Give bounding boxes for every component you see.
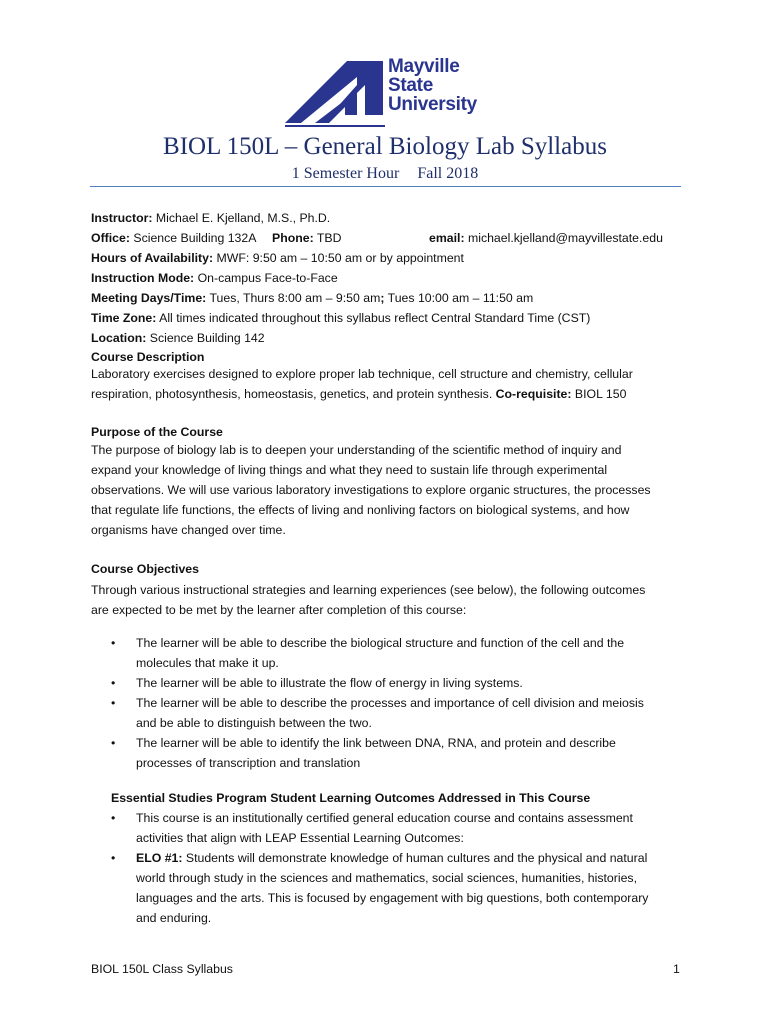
- meeting-value-2: Tues 10:00 am – 11:50 am: [384, 291, 534, 305]
- university-logo: [285, 55, 495, 130]
- essential-text: activities that align with LEAP Essential Learning Outcomes:: [136, 831, 464, 845]
- purpose-heading: Purpose of the Course: [91, 425, 223, 439]
- elo-text: Students will demonstrate knowledge of human cultures and the physical and natural: [182, 851, 648, 865]
- time-zone-value: All times indicated throughout this syllabus reflect Central Standard Time (CST): [156, 311, 591, 325]
- objectives-intro-line: are expected to be met by the learner after completion of this course:: [91, 603, 467, 617]
- objectives-intro: [91, 580, 691, 620]
- essential-text: world through study in the sciences and mathematics, social sciences, humanities, histories,: [136, 871, 637, 885]
- objectives-intro-line: Through various instructional strategies and learning experiences (see below), the following outcomes: [91, 583, 646, 597]
- semester-hours: 1 Semester Hour: [291, 165, 400, 182]
- objective-text: The learner will be able to identify the link between DNA, RNA, and protein and describe: [136, 736, 616, 750]
- instruction-mode-line: [91, 268, 338, 288]
- list-item: [111, 733, 644, 773]
- office-line: [91, 228, 256, 248]
- essential-text: languages and the arts. This is focused by engagement with big questions, both contemporary: [136, 891, 649, 905]
- phone-label: Phone:: [272, 231, 314, 245]
- availability-label: Hours of Availability:: [91, 251, 214, 265]
- corequisite-label: Co-requisite:: [495, 387, 572, 401]
- bullet-icon: •: [111, 811, 116, 825]
- objective-text: The learner will be able to illustrate the flow of energy in living systems.: [136, 676, 523, 690]
- course-description-heading: Course Description: [91, 350, 205, 364]
- corequisite-value: BIOL 150: [571, 387, 627, 401]
- list-item: [111, 633, 644, 673]
- location-value: Science Building 142: [146, 331, 265, 345]
- mayville-m-icon: [285, 55, 395, 127]
- instructor-label: Instructor:: [91, 211, 153, 225]
- essential-studies-list: [111, 808, 648, 928]
- list-item: [111, 693, 644, 733]
- phone-line: [272, 228, 341, 248]
- purpose-line: expand your knowledge of living things and what they need to sustain life through experimental: [91, 463, 608, 477]
- logo-wordmark: [388, 57, 477, 114]
- meeting-label: Meeting Days/Time:: [91, 291, 207, 305]
- meeting-value-1: Tues, Thurs 8:00 am – 9:50 am: [206, 291, 381, 305]
- time-zone-line: [91, 308, 590, 328]
- purpose-text: [91, 440, 691, 540]
- instructor-line: [91, 208, 330, 228]
- location-line: [91, 328, 265, 348]
- page-number: 1: [673, 962, 680, 976]
- subtitle: [0, 165, 770, 183]
- course-description-line-2: respiration, photosynthesis, homeostasis, genetics, and protein synthesis.: [91, 387, 496, 401]
- essential-text: [136, 848, 648, 868]
- list-item: [111, 848, 648, 928]
- course-description-line: [91, 384, 691, 404]
- objectives-heading: Course Objectives: [91, 562, 199, 576]
- availability-value: MWF: 9:50 am – 10:50 am or by appointment: [213, 251, 464, 265]
- essential-text: This course is an institutionally certified general education course and contains assessment: [136, 811, 633, 825]
- objective-text: processes of transcription and translation: [136, 756, 361, 770]
- term: Fall 2018: [417, 165, 479, 182]
- meeting-line: [91, 288, 533, 308]
- email-line: [429, 228, 663, 248]
- objectives-list: [111, 633, 644, 773]
- office-value: Science Building 132A: [129, 231, 257, 245]
- bullet-icon: •: [111, 696, 116, 710]
- elo-label: ELO #1:: [136, 851, 183, 865]
- availability-line: [91, 248, 464, 268]
- course-description-text: [91, 364, 691, 404]
- purpose-line: that regulate life functions, the effects of living and nonliving factors on biological systems, and how: [91, 503, 630, 517]
- essential-studies-heading: Essential Studies Program Student Learning Outcomes Addressed in This Course: [111, 791, 591, 805]
- email-label: email:: [429, 231, 465, 245]
- office-label: Office:: [91, 231, 130, 245]
- list-item: [111, 808, 648, 848]
- location-label: Location:: [91, 331, 147, 345]
- phone-value: TBD: [313, 231, 342, 245]
- instruction-mode-label: Instruction Mode:: [91, 271, 195, 285]
- list-item: [111, 673, 644, 693]
- purpose-line: The purpose of biology lab is to deepen your understanding of the scientific method of inquiry and: [91, 443, 622, 457]
- objective-text: The learner will be able to describe the processes and importance of cell division and meiosis: [136, 696, 644, 710]
- objective-text: molecules that make it up.: [136, 656, 279, 670]
- logo-line-3: University: [388, 94, 477, 115]
- bullet-icon: •: [111, 676, 116, 690]
- objective-text: The learner will be able to describe the biological structure and function of the cell and the: [136, 636, 625, 650]
- bullet-icon: •: [111, 636, 116, 650]
- footer-title: BIOL 150L Class Syllabus: [91, 962, 233, 976]
- course-description-line: Laboratory exercises designed to explore proper lab technique, cell structure and chemistry, cellular: [91, 367, 633, 381]
- purpose-line: observations. We will use various laboratory investigations to explore organic structures, the processes: [91, 483, 651, 497]
- time-zone-label: Time Zone:: [91, 311, 157, 325]
- essential-text: and enduring.: [136, 911, 212, 925]
- instructor-value: Michael E. Kjelland, M.S., Ph.D.: [152, 211, 331, 225]
- purpose-line: organisms have changed over time.: [91, 523, 286, 537]
- bullet-icon: •: [111, 736, 116, 750]
- title-divider: [90, 186, 681, 187]
- logo-line-2: State: [388, 75, 433, 96]
- email-link[interactable]: michael.kjelland@mayvillestate.edu: [464, 231, 663, 245]
- objective-text: and be able to distinguish between the two.: [136, 716, 372, 730]
- page-title: BIOL 150L – General Biology Lab Syllabus: [163, 133, 607, 160]
- logo-line-1: Mayville: [388, 56, 460, 77]
- meeting-separator: ;: [380, 291, 385, 305]
- instruction-mode-value: On-campus Face-to-Face: [194, 271, 338, 285]
- bullet-icon: •: [111, 851, 116, 865]
